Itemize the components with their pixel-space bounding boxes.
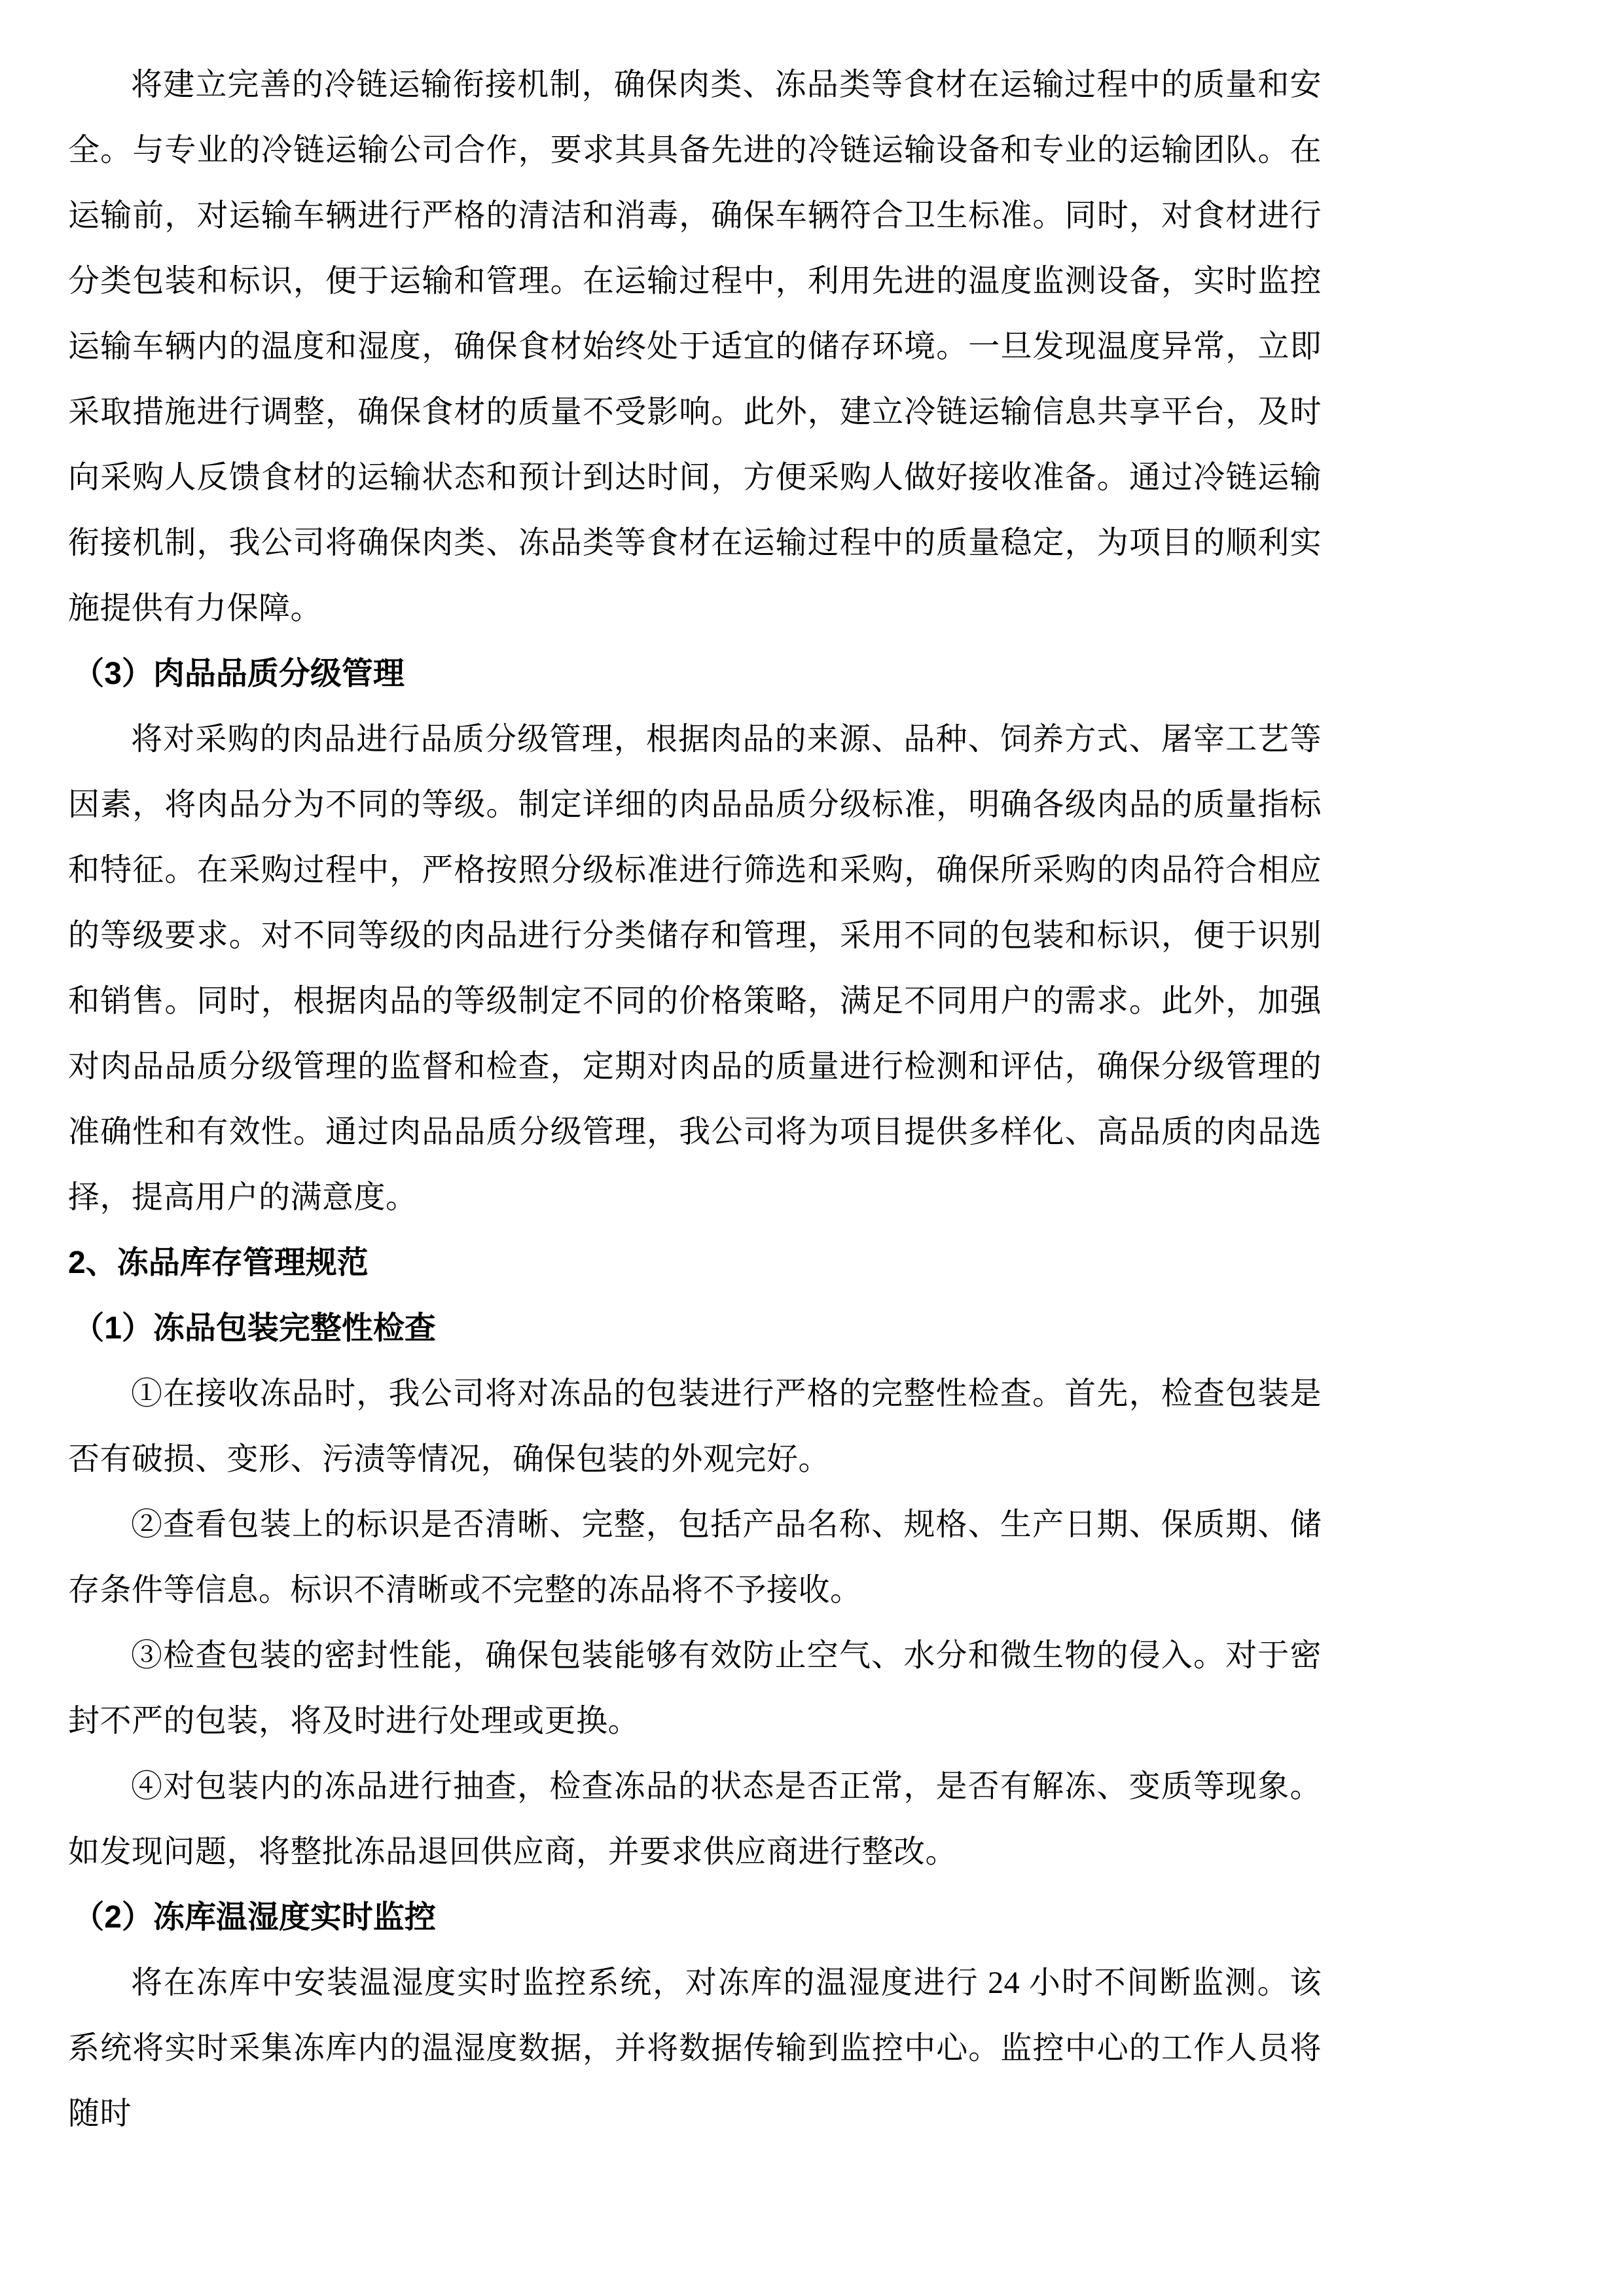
paragraph-packaging-check-step2: ②查看包装上的标识是否清晰、完整，包括产品名称、规格、生产日期、保质期、储存条件等信息。标识不清晰或不完整的冻品将不予接收。: [68, 1507, 1322, 1607]
heading-frozen-inventory-management: 2、冻品库存管理规范: [68, 1246, 369, 1280]
paragraph-cold-chain-transport: 将建立完善的冷链运输衔接机制，确保肉类、冻品类等食材在运输过程中的质量和安全。与专业的冷链运输公司合作，要求其具备先进的冷链运输设备和专业的运输团队。在运输前，对运输车辆进行严格的清洁和消毒，确保车辆符合卫生标准。同时，对食材进行分类包装和标识，便于运输和管理。在运输过程中，利用先进的温度监测设备，实时监控运输车辆内的温度和湿度，确保食材始终处于适宜的储存环境。一旦发现温度异常，立即采取措施进行调整，确保食材的质量不受影响。此外，建立冷链运输信息共享平台，及时向采购人反馈食材的运输状态和预计到达时间，方便采购人做好接收准备。通过冷链运输衔接机制，我公司将确保肉类、冻品类等食材在运输过程中的质量稳定，为项目的顺利实施提供有力保障。: [68, 67, 1322, 626]
heading-meat-quality-grading: （3）肉品品质分级管理: [73, 656, 405, 691]
heading-cold-storage-monitoring: （2）冻库温湿度实时监控: [73, 1900, 436, 1935]
paragraph-packaging-check-step4: ④对包装内的冻品进行抽查，检查冻品的状态是否正常，是否有解冻、变质等现象。如发现问题，将整批冻品退回供应商，并要求供应商进行整改。: [68, 1769, 1322, 1869]
paragraph-meat-quality-grading: 将对采购的肉品进行品质分级管理，根据肉品的来源、品种、饲养方式、屠宰工艺等因素，将肉品分为不同的等级。制定详细的肉品品质分级标准，明确各级肉品的质量指标和特征。在采购过程中，严格按照分级标准进行筛选和采购，确保所采购的肉品符合相应的等级要求。对不同等级的肉品进行分类储存和管理，采用不同的包装和标识，便于识别和销售。同时，根据肉品的等级制定不同的价格策略，满足不同用户的需求。此外，加强对肉品品质分级管理的监督和检查，定期对肉品的质量进行检测和评估，确保分级管理的准确性和有效性。通过肉品品质分级管理，我公司将为项目提供多样化、高品质的肉品选择，提高用户的满意度。: [68, 722, 1322, 1215]
paragraph-packaging-check-step1: ①在接收冻品时，我公司将对冻品的包装进行严格的完整性检查。首先，检查包装是否有破损、变形、污渍等情况，确保包装的外观完好。: [68, 1376, 1322, 1477]
paragraph-packaging-check-step3: ③检查包装的密封性能，确保包装能够有效防止空气、水分和微生物的侵入。对于密封不严的包装，将及时进行处理或更换。: [68, 1638, 1322, 1738]
heading-packaging-integrity-check: （1）冻品包装完整性检查: [73, 1311, 436, 1346]
paragraph-cold-storage-monitoring: 将在冻库中安装温湿度实时监控系统，对冻库的温湿度进行 24 小时不间断监测。该系统将实时采集冻库内的温湿度数据，并将数据传输到监控中心。监控中心的工作人员将随时: [68, 1965, 1322, 2131]
